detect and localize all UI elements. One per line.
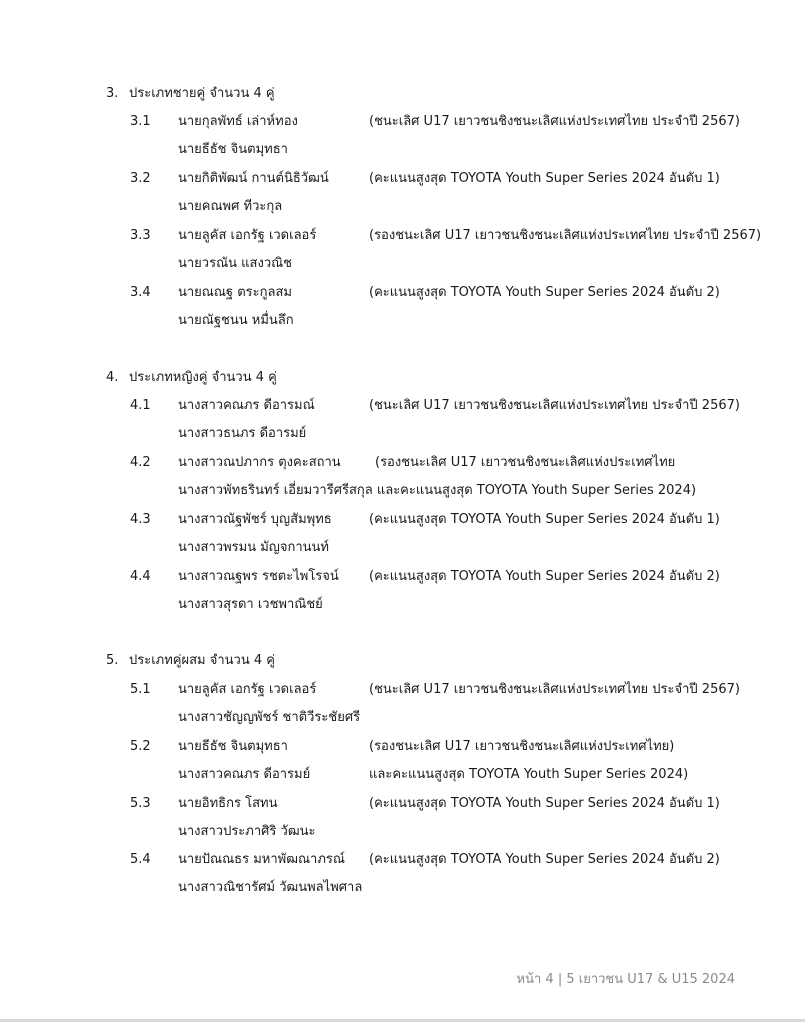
achievement-note: (คะแนนสูงสุด TOYOTA Youth Super Series 2024 อันดับ 2) — [369, 852, 720, 867]
player-name: นางสาวสุรดา เวชพาณิชย์ — [178, 597, 323, 612]
section-title: ประเภทชายคู่ จำนวน 4 คู่ — [129, 86, 275, 101]
item-number: 4.1 — [130, 398, 151, 413]
achievement-note: (คะแนนสูงสุด TOYOTA Youth Super Series 2024 อันดับ 1) — [369, 512, 720, 527]
item-number: 5.1 — [130, 682, 151, 697]
player-name: นางสาวณปภากร ตุงคะสถาน — [178, 455, 341, 470]
item-number: 5.3 — [130, 796, 151, 811]
item-number: 4.2 — [130, 455, 151, 470]
achievement-note: (คะแนนสูงสุด TOYOTA Youth Super Series 2024 อันดับ 2) — [369, 285, 720, 300]
item-number: 4.3 — [130, 512, 151, 527]
player-name: นายคณพศ ทีวะกุล — [178, 199, 283, 214]
achievement-note: (ชนะเลิศ U17 เยาวชนชิงชนะเลิศแห่งประเทศไทย ประจำปี 2567) — [369, 682, 740, 697]
player-name: นายปัณณธร มหาพัฒณาภรณ์ — [178, 852, 345, 867]
achievement-note: (รองชนะเลิศ U17 เยาวชนชิงชนะเลิศแห่งประเทศไทย — [375, 455, 676, 470]
player-name: นางสาวชัญญพัชร์ ชาติวีระชัยศรี — [178, 710, 361, 725]
achievement-note: (ชนะเลิศ U17 เยาวชนชิงชนะเลิศแห่งประเทศไทย ประจำปี 2567) — [369, 398, 740, 413]
player-name: นายกุลพัทธ์ เล่าห์ทอง — [178, 114, 298, 129]
player-name: นางสาวธนภร ดีอารมย์ — [178, 426, 307, 441]
section-number: 5. — [106, 653, 119, 668]
player-name: นางสาวพรมน มัญจกานนท์ — [178, 540, 329, 555]
achievement-note: (คะแนนสูงสุด TOYOTA Youth Super Series 2024 อันดับ 2) — [369, 569, 720, 584]
section-number: 3. — [106, 86, 119, 101]
player-name: นายณัฐชนน หมื่นลึก — [178, 313, 294, 328]
player-name: นางสาวณิชารัศม์ วัฒนพลไพศาล — [178, 880, 363, 895]
player-name: นางสาวณฐพร รชตะไพโรจน์ — [178, 569, 339, 584]
section-number: 4. — [106, 370, 119, 385]
item-number: 3.1 — [130, 114, 151, 129]
player-name: นายลูคัส เอกรัฐ เวดเลอร์ — [178, 682, 317, 697]
item-number: 3.4 — [130, 285, 151, 300]
player-name: นายกิติพัฒน์ กานต์นิธิวัฒน์ — [178, 171, 329, 186]
item-number: 4.4 — [130, 569, 151, 584]
player-name: นายอิทธิกร โสทน — [178, 796, 278, 811]
player-name: นายธีธัช จินตมุทธา — [178, 739, 288, 754]
player-name: นางสาวประภาศิริ วัฒนะ — [178, 824, 316, 839]
player-name: นางสาวพัทธรินทร์ เอี่ยมวารีศรีสกุล และคะแนนสูงสุด TOYOTA Youth Super Series 2024) — [178, 483, 697, 498]
achievement-note: (ชนะเลิศ U17 เยาวชนชิงชนะเลิศแห่งประเทศไทย ประจำปี 2567) — [369, 114, 740, 129]
item-number: 3.3 — [130, 228, 151, 243]
section-title: ประเภทหญิงคู่ จำนวน 4 คู่ — [129, 370, 277, 385]
achievement-note: (คะแนนสูงสุด TOYOTA Youth Super Series 2024 อันดับ 1) — [369, 796, 720, 811]
achievement-note: (รองชนะเลิศ U17 เยาวชนชิงชนะเลิศแห่งประเทศไทย ประจำปี 2567) — [369, 228, 762, 243]
item-number: 5.2 — [130, 739, 151, 754]
section-title: ประเภทคู่ผสม จำนวน 4 คู่ — [129, 653, 275, 668]
player-name: นางสาวคณภร ดีอารมณ์ — [178, 398, 315, 413]
item-number: 3.2 — [130, 171, 151, 186]
player-name: นายลูคัส เอกรัฐ เวดเลอร์ — [178, 228, 317, 243]
achievement-note-continued: และคะแนนสูงสุด TOYOTA Youth Super Series 2024) — [369, 767, 689, 782]
achievement-note: (คะแนนสูงสุด TOYOTA Youth Super Series 2024 อันดับ 1) — [369, 171, 720, 186]
achievement-note: (รองชนะเลิศ U17 เยาวชนชิงชนะเลิศแห่งประเทศไทย) — [369, 739, 675, 754]
player-name: นายณณฐ ตระกูลสม — [178, 285, 292, 300]
item-number: 5.4 — [130, 852, 151, 867]
player-name: นางสาวคณภร ดีอารมย์ — [178, 767, 311, 782]
page-footer: หน้า 4 | 5 เยาวชน U17 & U15 2024 — [516, 972, 735, 987]
player-name: นางสาวณัฐพัชร์ บุญสัมพุทธ — [178, 512, 332, 527]
player-name: นายวรณัน แสงวณิช — [178, 256, 293, 271]
player-name: นายธีธัช จินตมุทธา — [178, 142, 288, 157]
